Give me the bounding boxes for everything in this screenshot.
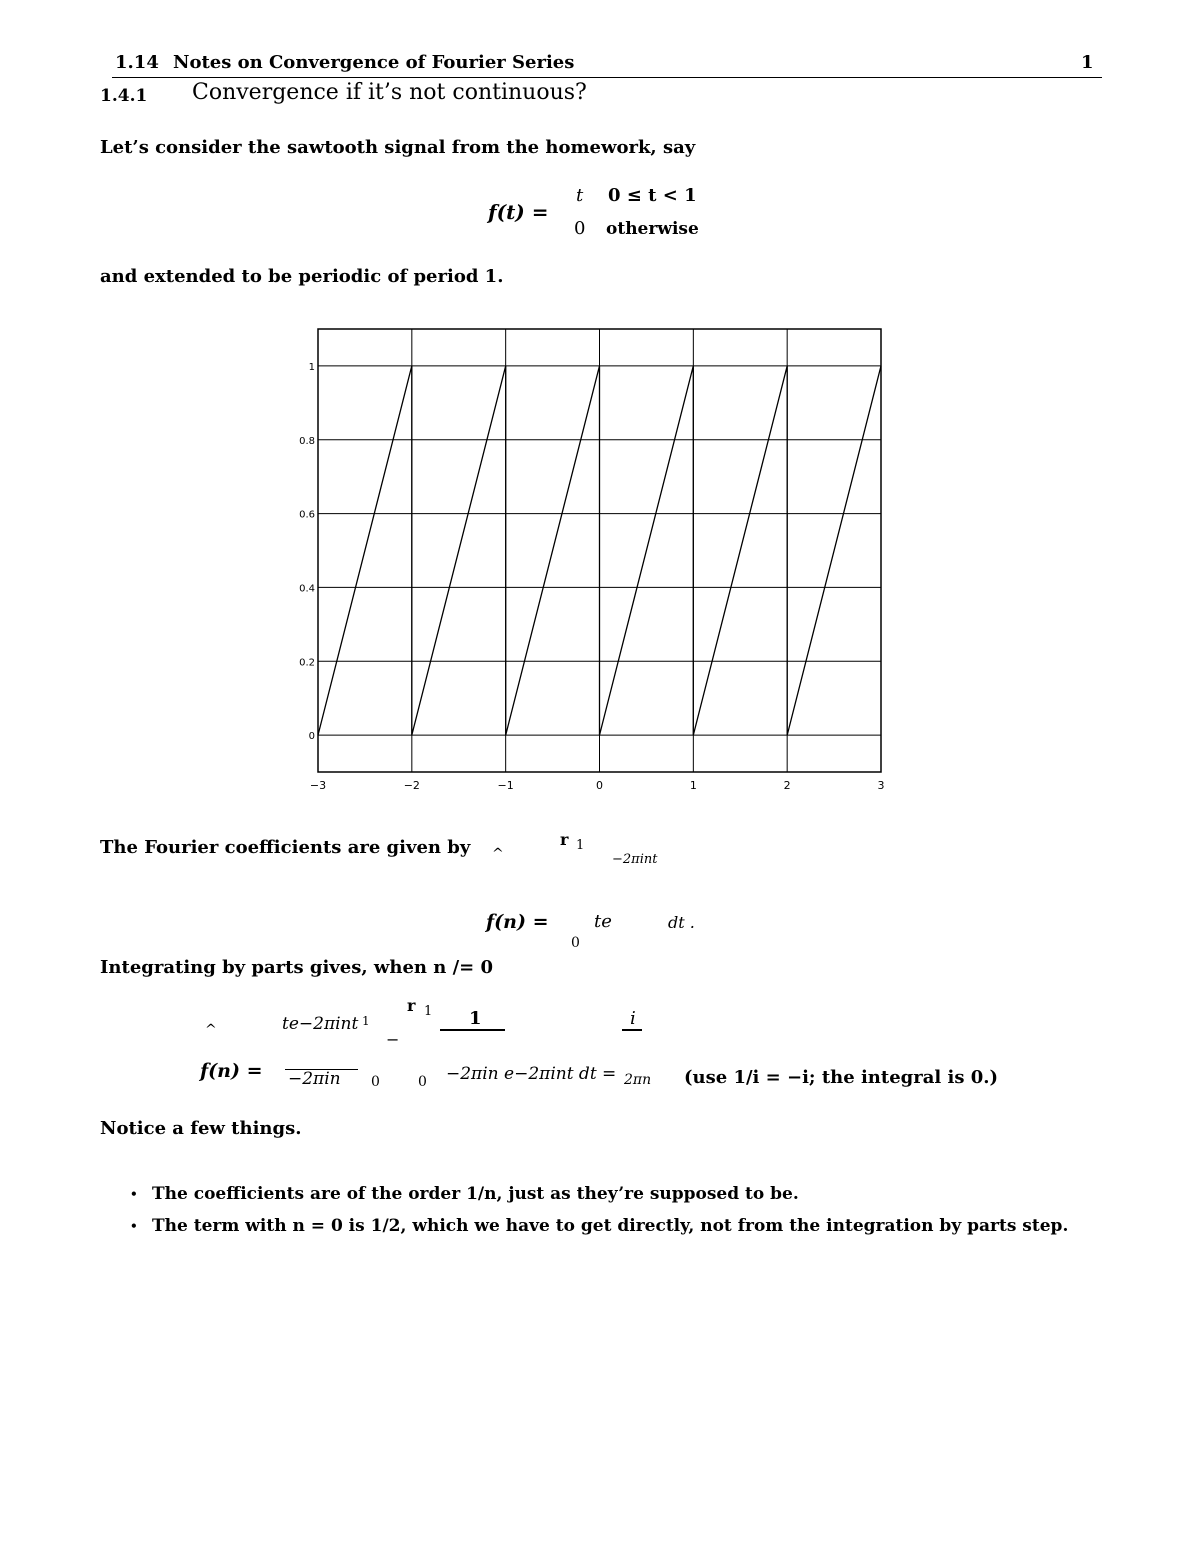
coef-hat-mark: ^ <box>492 846 504 862</box>
list-item <box>130 1212 1068 1244</box>
paragraph-integration-by-parts: Integrating by parts gives, when n /= 0 <box>100 957 494 978</box>
paragraph-notice: Notice a few things. <box>100 1118 302 1139</box>
parts-term1-bound: 1 <box>362 1014 370 1028</box>
coef-dt: dt . <box>668 913 695 932</box>
header-section-number: 1.14 <box>115 52 159 73</box>
observations-list <box>130 1180 1068 1244</box>
x-tick-label: 2 <box>783 779 791 792</box>
x-tick-label: 3 <box>877 779 885 792</box>
x-tick-label: −2 <box>403 779 420 792</box>
def-case1-value: t <box>576 185 584 206</box>
parts-hat-mark: ^ <box>205 1022 217 1038</box>
x-tick-label: 0 <box>596 779 603 792</box>
coef-exponent: −2πint <box>612 852 658 867</box>
header-page-number: 1 <box>1081 52 1094 73</box>
sawtooth-plot <box>290 318 900 798</box>
paragraph-coefficients: The Fourier coefficients are given by <box>100 837 471 858</box>
y-tick-label: 0.8 <box>299 435 315 447</box>
parts-integrand: −2πin e−2πint dt = <box>446 1064 617 1084</box>
paragraph-periodic: and extended to be periodic of period 1. <box>100 266 504 287</box>
parts-term1-denominator: −2πin <box>288 1069 341 1089</box>
coef-integral-sign: r <box>560 830 569 849</box>
x-tick-label: −3 <box>309 779 327 792</box>
header-rule <box>112 77 1102 78</box>
series-sawtooth <box>318 366 881 735</box>
parts-fraction-bar <box>440 1029 505 1031</box>
x-tick-label: 1 <box>689 779 697 792</box>
coef-upper-limit: 1 <box>576 838 585 853</box>
def-case1-condition: 0 ≤ t < 1 <box>608 185 697 206</box>
parts-term1-numerator: te−2πint <box>282 1014 359 1034</box>
def-lhs: f(t) = <box>488 200 549 224</box>
parts-integral-sign: r <box>407 996 416 1015</box>
def-case2-value: 0 <box>574 218 586 239</box>
parts-lower-limit-2: 0 <box>418 1074 427 1090</box>
parts-rhs-numerator: i <box>630 1008 636 1029</box>
subsection-number: 1.4.1 <box>100 86 148 106</box>
parts-upper-limit: 1 <box>424 1004 433 1019</box>
bullet-icon: • <box>130 1187 138 1201</box>
bullet-icon: • <box>130 1219 138 1233</box>
coef-lower-limit: 0 <box>571 935 580 951</box>
parts-fraction-numerator: 1 <box>469 1008 482 1029</box>
parts-minus: − <box>386 1030 400 1049</box>
sawtooth-line <box>318 366 881 735</box>
header-title: Notes on Convergence of Fourier Series <box>173 52 575 73</box>
coef-integrand: te <box>594 911 612 932</box>
parts-lhs: f(n) = <box>200 1060 263 1082</box>
list-item-text: The term with n = 0 is 1/2, which we have to get directly, not from the integration by parts step. <box>152 1216 1069 1236</box>
y-tick-label: 1 <box>308 361 315 373</box>
subsection-title: Convergence if it’s not continuous? <box>192 80 587 105</box>
x-tick-label: −1 <box>497 779 514 792</box>
parts-lower-limit-1: 0 <box>371 1074 380 1090</box>
def-case2-condition: otherwise <box>606 219 699 239</box>
y-tick-labels <box>299 362 315 742</box>
y-tick-label: 0.6 <box>299 509 315 521</box>
x-tick-labels <box>310 779 885 792</box>
y-tick-label: 0 <box>308 731 315 743</box>
y-tick-label: 0.4 <box>299 583 315 595</box>
parts-rhs-bar <box>622 1029 642 1031</box>
paragraph-intro: Let’s consider the sawtooth signal from the homework, say <box>100 137 696 158</box>
list-item-text: The coefficients are of the order 1/n, just as they’re supposed to be. <box>152 1184 799 1204</box>
parts-note: (use 1/i = −i; the integral is 0.) <box>684 1067 999 1088</box>
y-tick-label: 0.2 <box>299 657 315 669</box>
coef-lhs: f(n) = <box>486 911 549 933</box>
list-item <box>130 1180 1068 1212</box>
parts-rhs-denominator: 2πn <box>624 1072 652 1088</box>
